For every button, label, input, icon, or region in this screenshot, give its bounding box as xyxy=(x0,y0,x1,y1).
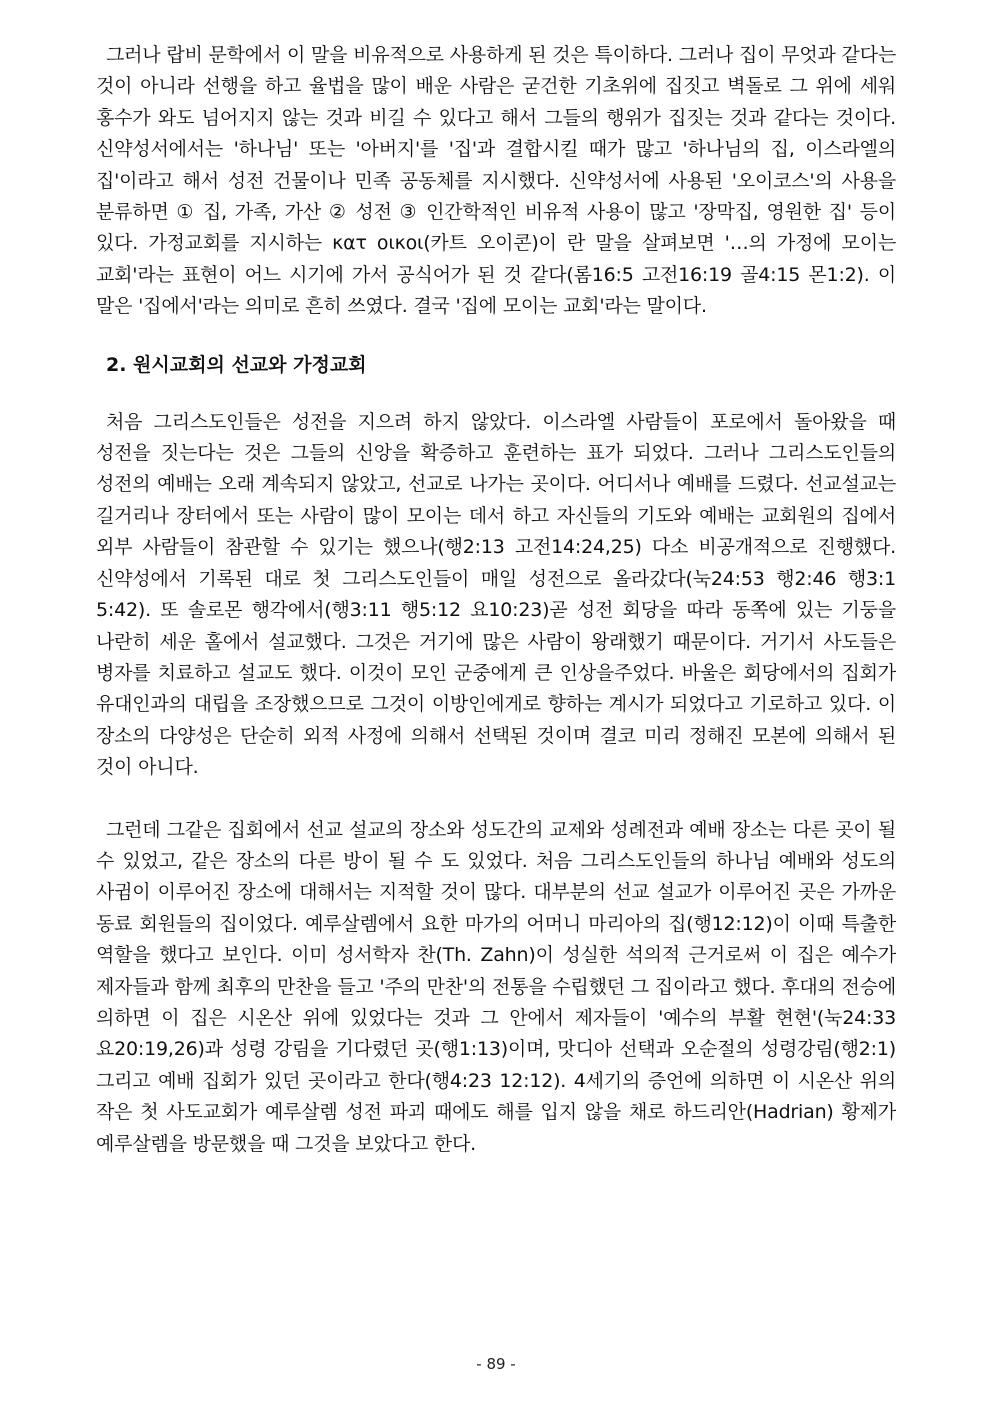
document-page xyxy=(96,40,896,1160)
paragraph-3: 그런데 그같은 집회에서 선교 설교의 장소와 성도간의 교제와 성례전과 예배 장소는 다른 곳이 될 수 있었고, 같은 장소의 다른 방이 될 수 도 있었다. 처음 그리스도인들의 하나님 예배와 성도의 사귐이 이루어진 장소에 대해서는 지적할 것이 많다. 대부분의 선교 설교가 이루어진 곳은 가까운 동료 회원들의 집이었다. 예루살렘에서 요한 마가의 어머니 마리아의 집(행12:12)이 이때 특출한 역할을 했다고 보인다. 이미 성서학자 찬(Th. Zahn)이 성실한 석의적 근거로써 이 집은 예수가 제자들과 함께 최후의 만찬을 들고 '주의 만찬'의 전통을 수립했던 그 집이라고 했다. 후대의 전승에 의하면 이 집은 시온산 위에 있었다는 것과 그 안에서 제자들이 '예수의 부활 현현'(눅24:33 요20:19,26)과 성령 강림을 기다렸던 곳(행1:13)이며, 맛디아 선택과 오순절의 성령강림(행2:1) 그리고 예배 집회가 있던 곳이라고 한다(행4:23 12:12). 4세기의 증언에 의하면 이 시온산 위의 작은 첫 사도교회가 예루살렘 성전 파괴 때에도 해를 입지 않을 채로 하드리안(Hadrian) 황제가 예루살렘을 방문했을 때 그것을 보았다고 한다. xyxy=(96,818,896,1155)
section-heading: 2. 원시교회의 선교와 가정교회 xyxy=(106,353,367,376)
paragraph-1: 그러나 랍비 문학에서 이 말을 비유적으로 사용하게 된 것은 특이하다. 그러나 집이 무엇과 같다는 것이 아니라 선행을 하고 율법을 많이 배운 사람은 굳건한 기초위에 집짓고 벽돌로 그 위에 세워 홍수가 와도 넘어지지 않는 것과 비길 수 있다고 해서 그들의 행위가 집짓는 것과 같다는 것이다. 신약성서에서는 '하나님' 또는 '아버지'를 '집'과 결합시킬 때가 많고 '하나님의 집, 이스라엘의 집'이라고 해서 성전 건물이나 민족 공동체를 지시했다. 신약성서에 사용된 '오이코스'의 사용을 분류하면 ① 집, 가족, 가산 ② 성전 ③ 인간학적인 비유적 사용이 많고 '장막집, 영원한 집' 등이 있다. 가정교회를 지시하는 κατ οικοι(카트 오이콘)이 란 말을 살펴보면 '…의 가정에 모이는 교회'라는 표현이 어느 시기에 가서 공식어가 된 것 같다(롬16:5 고전16:19 골4:15 몬1:2). 이 말은 '집에서'라는 의미로 흔히 쓰였다. 결국 '집에 모이는 교회'라는 말이다. xyxy=(96,44,896,318)
paragraph-gap xyxy=(96,784,896,815)
paragraph-2: 처음 그리스도인들은 성전을 지으려 하지 않았다. 이스라엘 사람들이 포로에서 돌아왔을 때 성전을 짓는다는 것은 그들의 신앙을 확증하고 훈련하는 표가 되었다. 그러나 그리스도인들의 성전의 예배는 오래 계속되지 않았고, 선교로 나가는 곳이다. 어디서나 예배를 드렸다. 선교설교는 길거리나 장터에서 또는 사람이 많이 모이는 데서 하고 자신들의 기도와 예배는 교회원의 집에서 외부 사람들이 참관할 수 있기는 했으나(행2:13 고전14:24,25) 다소 비공개적으로 진행했다. 신약성에서 기록된 대로 첫 그리스도인들이 매일 성전으로 올라갔다(눅24:53 행2:46 행3:1 5:42). 또 솔로몬 행각에서(행3:11 행5:12 요10:23)곧 성전 회당을 따라 동쪽에 있는 기둥을 나란히 세운 홀에서 설교했다. 그것은 거기에 많은 사람이 왕래했기 때문이다. 거기서 사도들은 병자를 치료하고 설교도 했다. 이것이 모인 군중에게 큰 인상을주었다. 바울은 회당에서의 집회가 유대인과의 대립을 조장했으므로 그것이 이방인에게로 향하는 계시가 되었다고 기로하고 있다. 이 장소의 다양성은 단순히 외적 사정에 의해서 선택된 것이며 결코 미리 정해진 모본에 의해서 된 것이 아니다. xyxy=(96,410,896,779)
page-number: - 89 - xyxy=(476,1355,516,1373)
